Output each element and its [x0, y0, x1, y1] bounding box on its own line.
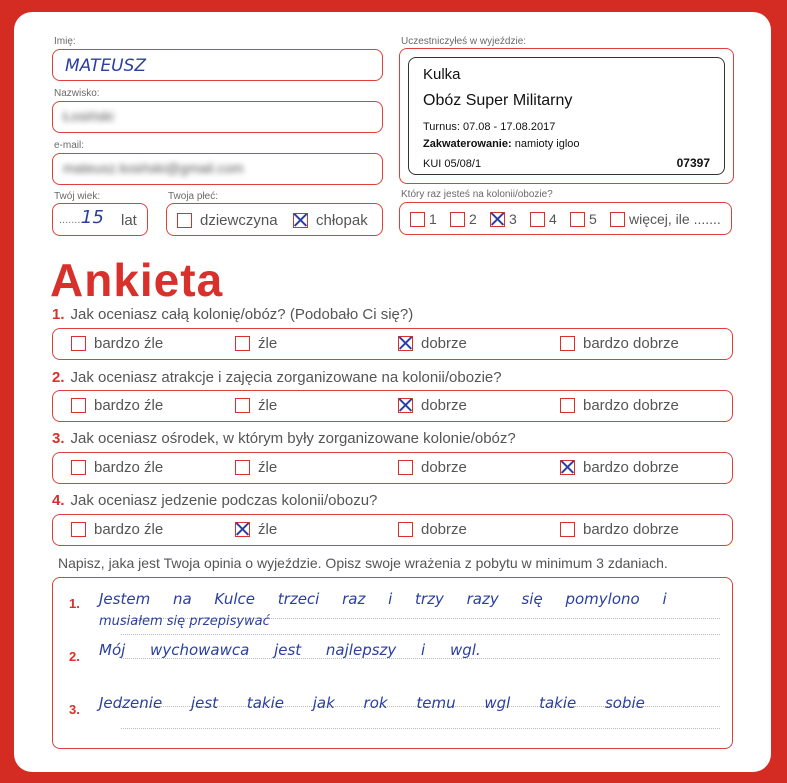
- q2-checkbox-zle[interactable]: [235, 398, 250, 413]
- question-3-options: [52, 452, 733, 484]
- times-option-3: 3: [509, 211, 517, 227]
- gender-field: [166, 203, 383, 236]
- question-2: [52, 369, 502, 386]
- question-4-options: [52, 514, 733, 546]
- question-3: [52, 430, 516, 447]
- q1-option-bardzo-zle: bardzo źle: [94, 335, 164, 352]
- surname-value: Łosiński: [63, 108, 114, 124]
- times-field: [399, 202, 732, 235]
- name-label: Imię:: [54, 36, 76, 47]
- q2-option-bardzo-dobrze: bardzo dobrze: [583, 397, 679, 414]
- turnus-label: Turnus:: [423, 121, 460, 133]
- surname-label: Nazwisko:: [54, 88, 100, 99]
- opinion-line-3-number: 3.: [69, 702, 80, 717]
- q2-checkbox-bardzo-dobrze[interactable]: [560, 398, 575, 413]
- question-1-options: [52, 328, 733, 360]
- name-value: MATEUSZ: [65, 56, 147, 76]
- age-label: Twój wiek:: [54, 191, 101, 202]
- q1-option-bardzo-dobrze: bardzo dobrze: [583, 335, 679, 352]
- turnus-value: 07.08 - 17.08.2017: [462, 121, 556, 133]
- gender-option-girl: dziewczyna: [200, 212, 278, 229]
- opinion-line-1-text: Jestem na Kulce trzeci raz i trzy razy się pomylono i: [99, 590, 667, 608]
- q4-checkbox-zle[interactable]: [235, 522, 250, 537]
- camp-title: Obóz Super Militarny: [423, 92, 573, 109]
- opinion-rule-5: [121, 728, 720, 729]
- email-label: e-mail:: [54, 140, 85, 151]
- times-option-more: więcej, ile .......: [629, 211, 721, 227]
- gender-checkbox-girl[interactable]: [177, 213, 192, 228]
- age-field[interactable]: [52, 203, 148, 236]
- q2-checkbox-dobrze[interactable]: [398, 398, 413, 413]
- times-label: Który raz jesteś na kolonii/obozie?: [401, 189, 553, 200]
- question-2-options: [52, 390, 733, 422]
- opinion-line-2-number: 2.: [69, 649, 80, 664]
- email-field[interactable]: [52, 153, 383, 185]
- accommodation-value: namioty igloo: [514, 138, 580, 150]
- question-1-text: Jak oceniasz całą kolonię/obóz? (Podobało Ci się?): [70, 306, 414, 323]
- q1-checkbox-zle[interactable]: [235, 336, 250, 351]
- email-value: mateusz.łosiński@gmail.com: [63, 160, 244, 176]
- opinion-line-2-text: Mój wychowawca jest najlepszy i wgl.: [99, 641, 481, 659]
- question-3-text: Jak oceniasz ośrodek, w którym były zorganizowane kolonie/obóz?: [70, 430, 516, 447]
- question-4-text: Jak oceniasz jedzenie podczas kolonii/obozu?: [70, 492, 378, 509]
- question-1: [52, 306, 413, 323]
- question-2-number: 2.: [52, 369, 65, 386]
- times-checkbox-1[interactable]: [410, 212, 425, 227]
- name-field[interactable]: [52, 49, 383, 81]
- camp-info-box: [399, 48, 734, 184]
- q1-checkbox-bardzo-zle[interactable]: [71, 336, 86, 351]
- q1-checkbox-dobrze[interactable]: [398, 336, 413, 351]
- opinion-line-3-text: Jedzenie jest takie jak rok temu wgl takie sobie: [99, 694, 645, 712]
- opinion-rule-2: [121, 634, 720, 635]
- accommodation-label: Zakwaterowanie:: [423, 138, 512, 150]
- q3-option-zle: źle: [258, 459, 278, 476]
- question-1-number: 1.: [52, 306, 65, 323]
- q2-option-zle: źle: [258, 397, 278, 414]
- age-unit: lat: [121, 212, 137, 229]
- question-4-number: 4.: [52, 492, 65, 509]
- question-2-text: Jak oceniasz atrakcje i zajęcia zorganizowane na kolonii/obozie?: [70, 369, 502, 386]
- question-3-number: 3.: [52, 430, 65, 447]
- times-option-1: 1: [429, 211, 437, 227]
- q4-option-bardzo-zle: bardzo źle: [94, 521, 164, 538]
- q4-option-zle: źle: [258, 521, 278, 538]
- times-checkbox-4[interactable]: [530, 212, 545, 227]
- times-checkbox-5[interactable]: [570, 212, 585, 227]
- q4-checkbox-dobrze[interactable]: [398, 522, 413, 537]
- q3-checkbox-bardzo-zle[interactable]: [71, 460, 86, 475]
- gender-option-boy: chłopak: [316, 212, 368, 229]
- q3-option-bardzo-zle: bardzo źle: [94, 459, 164, 476]
- age-dots: ........: [59, 214, 84, 226]
- q3-checkbox-zle[interactable]: [235, 460, 250, 475]
- surname-field[interactable]: [52, 101, 383, 133]
- camp-label: Uczestniczyłeś w wyjeździe:: [401, 36, 527, 47]
- q4-checkbox-bardzo-zle[interactable]: [71, 522, 86, 537]
- times-checkbox-3[interactable]: [490, 212, 505, 227]
- q4-checkbox-bardzo-dobrze[interactable]: [560, 522, 575, 537]
- q2-checkbox-bardzo-zle[interactable]: [71, 398, 86, 413]
- times-checkbox-2[interactable]: [450, 212, 465, 227]
- opinion-prompt: Napisz, jaka jest Twoja opinia o wyjeździe. Opisz swoje wrażenia z pobytu w minimum 3 zdaniach.: [58, 555, 668, 571]
- times-option-5: 5: [589, 211, 597, 227]
- camp-code: KUI 05/08/1: [423, 158, 482, 170]
- gender-label: Twoja płeć:: [168, 191, 219, 202]
- survey-title: Ankieta: [50, 254, 224, 306]
- gender-checkbox-boy[interactable]: [293, 213, 308, 228]
- q3-checkbox-dobrze[interactable]: [398, 460, 413, 475]
- age-value: 15: [81, 207, 104, 228]
- camp-number: 07397: [676, 156, 710, 170]
- q2-option-bardzo-zle: bardzo źle: [94, 397, 164, 414]
- times-checkbox-more[interactable]: [610, 212, 625, 227]
- opinion-line-1b-text: musiałem się przepisywać: [99, 614, 270, 629]
- q1-option-zle: źle: [258, 335, 278, 352]
- times-option-2: 2: [469, 211, 477, 227]
- question-4: [52, 492, 377, 509]
- q1-option-dobrze: dobrze: [421, 335, 467, 352]
- q4-option-dobrze: dobrze: [421, 521, 467, 538]
- q2-option-dobrze: dobrze: [421, 397, 467, 414]
- q3-checkbox-bardzo-dobrze[interactable]: [560, 460, 575, 475]
- q3-option-dobrze: dobrze: [421, 459, 467, 476]
- times-option-4: 4: [549, 211, 557, 227]
- q4-option-bardzo-dobrze: bardzo dobrze: [583, 521, 679, 538]
- q1-checkbox-bardzo-dobrze[interactable]: [560, 336, 575, 351]
- q3-option-bardzo-dobrze: bardzo dobrze: [583, 459, 679, 476]
- opinion-field[interactable]: [52, 577, 733, 749]
- opinion-line-1-number: 1.: [69, 596, 80, 611]
- camp-name: Kulka: [423, 66, 461, 83]
